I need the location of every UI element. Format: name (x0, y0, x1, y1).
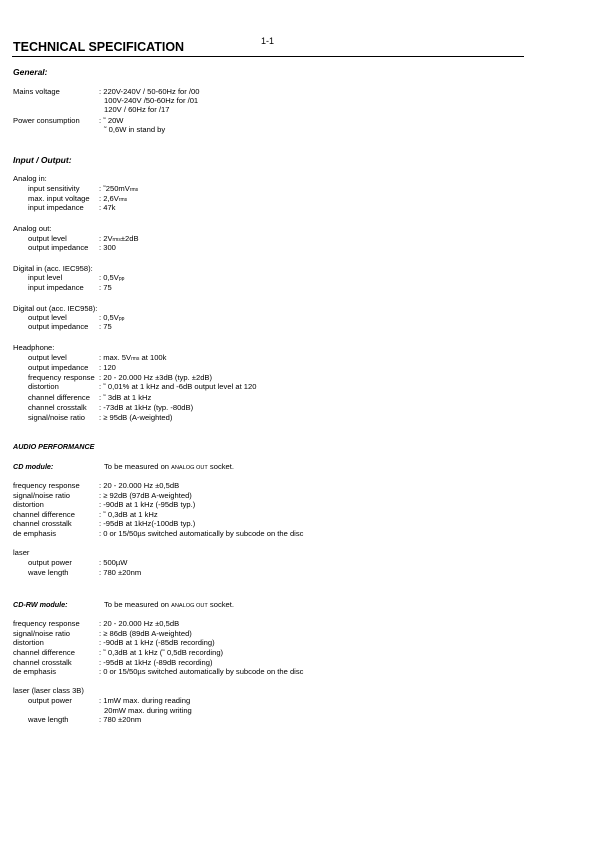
headphone-label: Headphone: (13, 343, 55, 352)
cdrw-row-value: : 0 or 15/50µs switched automatically by subcode on the disc (99, 667, 304, 676)
headphone-lvl-label: output level (28, 353, 67, 362)
headphone-imp-value: : 120 (99, 363, 116, 372)
cd-row-value: : -95dB at 1kHz(-100dB typ.) (99, 519, 196, 528)
mains-value-2: 100V-240V /50-60Hz for /01 (104, 96, 199, 105)
analog-out-imp-value: : 300 (99, 243, 116, 252)
headphone-chd-label: channel difference (28, 393, 90, 402)
digital-out-lvl-label: output level (28, 313, 67, 322)
cd-row-label: channel difference (13, 510, 75, 519)
cdrw-laser-label: laser (laser class 3B) (13, 686, 84, 695)
digital-in-lvl-label: input level (28, 273, 63, 282)
cd-laser-wave-label: wave length (28, 568, 69, 577)
cdrw-row-label: signal/noise ratio (13, 629, 70, 638)
title-rule (12, 56, 524, 57)
digital-in-lvl-value: : 0,5Vpp (99, 273, 125, 282)
headphone-dist-label: distortion (28, 382, 59, 391)
digital-in-imp-value: : 75 (99, 283, 112, 292)
page-title: TECHNICAL SPECIFICATION (13, 40, 185, 54)
analog-out-label: Analog out: (13, 224, 52, 233)
cdrw-row-value: : 20 - 20.000 Hz ±0,5dB (99, 619, 180, 628)
digital-in-label: Digital in (acc. IEC958): (13, 264, 93, 273)
headphone-freq-value: : 20 - 20.000 Hz ±3dB (typ. ±2dB) (99, 373, 213, 382)
headphone-freq-label: frequency response (28, 373, 95, 382)
cd-row-label: de emphasis (13, 529, 57, 538)
cdrw-row-label: distortion (13, 638, 44, 647)
mains-value-3: 120V / 60Hz for /17 (104, 105, 170, 114)
digital-out-imp-value: : 75 (99, 322, 112, 331)
cd-heading: CD module: (13, 462, 54, 471)
cd-row-value: : ≥ 92dB (97dB A-weighted) (99, 491, 192, 500)
cdrw-row-label: de emphasis (13, 667, 57, 676)
cd-laser-wave-value: : 780 ±20nm (99, 568, 142, 577)
cdrw-row-label: frequency response (13, 619, 80, 628)
page-number: 1-1 (261, 36, 275, 46)
cdrw-laser-power-value-2: 20mW max. during writing (104, 706, 192, 715)
cd-row-label: distortion (13, 500, 44, 509)
headphone-snr-value: : ≥ 95dB (A-weighted) (99, 413, 173, 422)
cdrw-row-label: channel crosstalk (13, 658, 72, 667)
headphone-dist-value: : ˜ 0,01% at 1 kHz and -6dB output level at 120 (99, 382, 257, 391)
analog-out-lvl-label: output level (28, 234, 67, 243)
digital-in-imp-label: input impedance (28, 283, 84, 292)
headphone-chd-value: : ˜ 3dB at 1 kHz (99, 393, 152, 402)
analog-in-imp-value: : 47k (99, 203, 116, 212)
cd-laser-power-label: output power (28, 558, 72, 567)
cdrw-laser-power-value-1: : 1mW max. during reading (99, 696, 191, 705)
analog-in-maxv-label: max. input voltage (28, 194, 90, 203)
cdrw-row-value: : -90dB at 1 kHz (-85dB recording) (99, 638, 215, 647)
cd-row-value: : -90dB at 1 kHz (-95dB typ.) (99, 500, 196, 509)
cdrw-laser-wave-label: wave length (28, 715, 69, 724)
cd-note: To be measured on ANALOG OUT socket. (104, 462, 234, 471)
general-heading: General: (13, 67, 48, 77)
cdrw-row-label: channel difference (13, 648, 75, 657)
mains-label: Mains voltage (13, 87, 60, 96)
cdrw-row-value: : ˜ 0,3dB at 1 kHz (˜ 0,5dB recording) (99, 648, 224, 657)
cdrw-laser-wave-value: : 780 ±20nm (99, 715, 142, 724)
cd-row-value: : 20 - 20.000 Hz ±0,5dB (99, 481, 180, 490)
cd-laser-power-value: : 500µW (99, 558, 128, 567)
cd-row-label: channel crosstalk (13, 519, 72, 528)
analog-in-sens-value: : ˜250mVrms (99, 184, 139, 193)
analog-in-label: Analog in: (13, 174, 47, 183)
digital-out-lvl-value: : 0,5Vpp (99, 313, 125, 322)
analog-out-lvl-value: : 2Vrms±2dB (99, 234, 139, 243)
power-value-2: ˜ 0,6W in stand by (104, 125, 166, 134)
analog-in-sens-label: input sensitivity (28, 184, 80, 193)
power-value-1: : ˜ 20W (99, 116, 124, 125)
cd-row-value: : ˜ 0,3dB at 1 kHz (99, 510, 158, 519)
analog-out-imp-label: output impedance (28, 243, 89, 252)
headphone-lvl-value: : max. 5Vrms at 100k (99, 353, 167, 362)
cd-row-value: : 0 or 15/50µs switched automatically by subcode on the disc (99, 529, 304, 538)
cdrw-laser-power-label: output power (28, 696, 72, 705)
headphone-snr-label: signal/noise ratio (28, 413, 85, 422)
power-label: Power consumption (13, 116, 80, 125)
digital-out-imp-label: output impedance (28, 322, 89, 331)
digital-out-label: Digital out (acc. IEC958): (13, 304, 98, 313)
analog-in-imp-label: input impedance (28, 203, 84, 212)
analog-in-maxv-value: : 2,6Vrms (99, 194, 128, 203)
cdrw-note: To be measured on ANALOG OUT socket. (104, 600, 234, 609)
cd-row-label: frequency response (13, 481, 80, 490)
cdrw-row-value: : ≥ 86dB (89dB A-weighted) (99, 629, 192, 638)
cd-laser-label: laser (13, 548, 30, 557)
cd-row-label: signal/noise ratio (13, 491, 70, 500)
io-heading: Input / Output: (13, 155, 72, 165)
headphone-chx-value: : -73dB at 1kHz (typ. -80dB) (99, 403, 194, 412)
headphone-chx-label: channel crosstalk (28, 403, 87, 412)
cdrw-row-value: : -95dB at 1kHz (-89dB recording) (99, 658, 213, 667)
headphone-imp-label: output impedance (28, 363, 89, 372)
audio-heading: AUDIO PERFORMANCE (13, 442, 95, 451)
cdrw-heading: CD-RW module: (13, 600, 68, 609)
mains-value-1: : 220V-240V / 50-60Hz for /00 (99, 87, 200, 96)
